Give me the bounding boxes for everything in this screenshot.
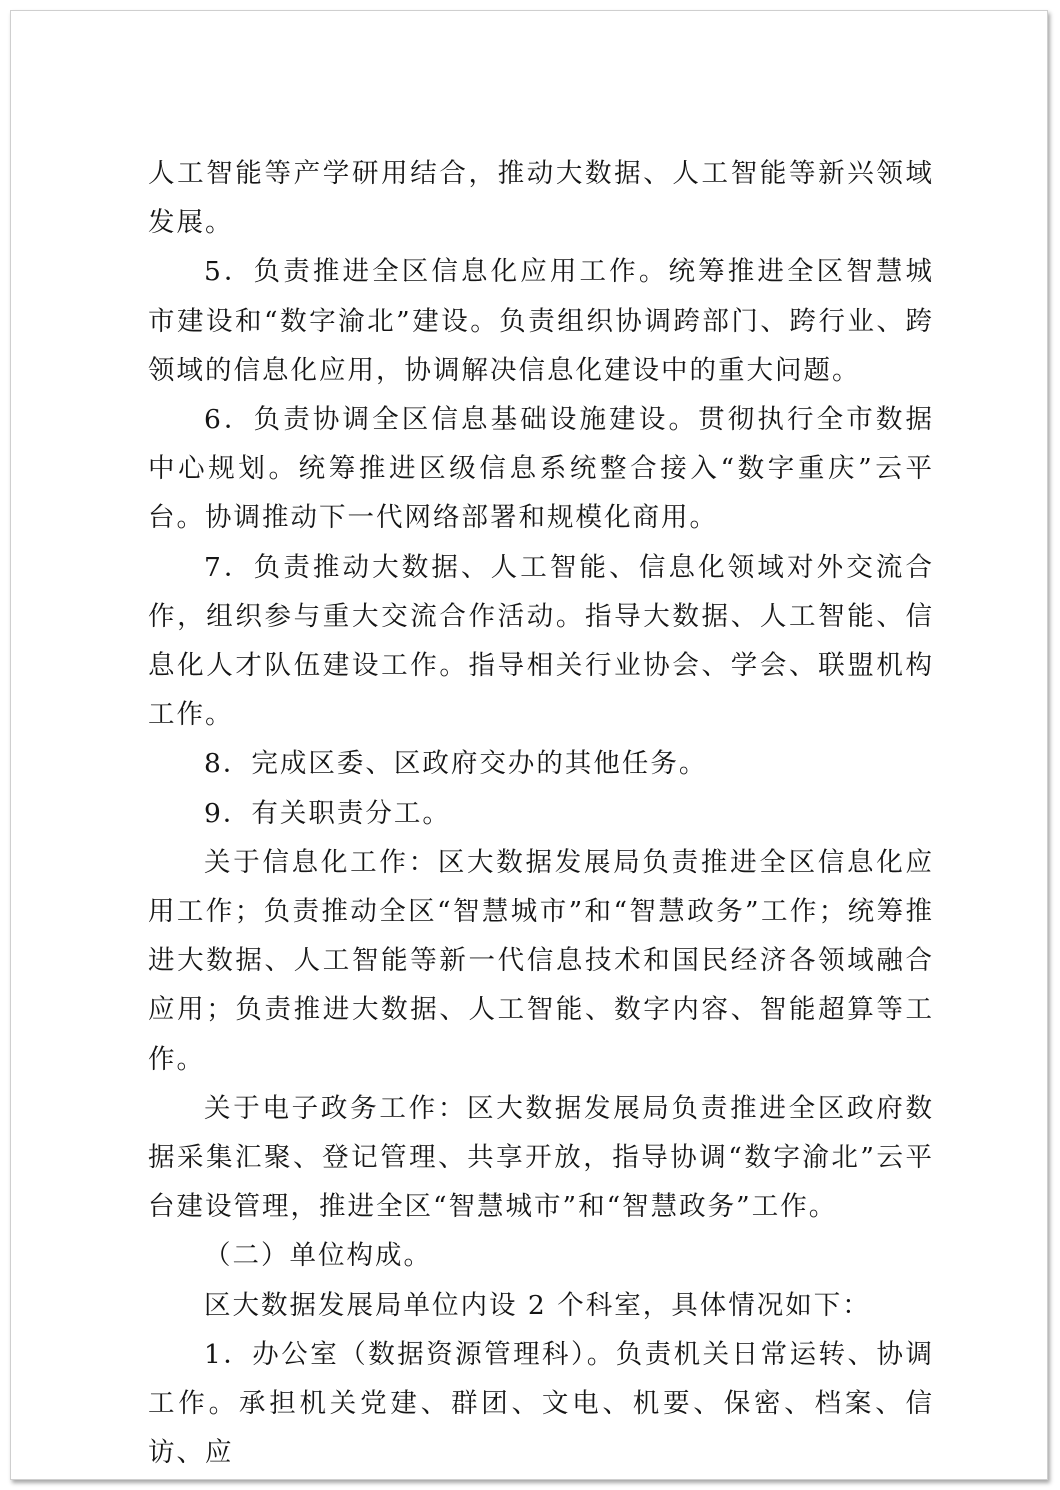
paragraph-item-8: 8．完成区委、区政府交办的其他任务。 [204,748,708,780]
paragraph-item-5: 5．负责推进全区信息化应用工作。统筹推进全区智慧城市建设和“数字渝北”建设。负责组织协调跨部门、跨行业、跨领域的信息化应用，协调解决信息化建设中的重大问题。 [148,256,934,386]
paragraph-continuation: 人工智能等产学研用结合，推动大数据、人工智能等新兴领域发展。 [148,158,934,239]
paragraph-item-9: 9．有关职责分工。 [204,797,451,829]
section-heading-unit-composition: （二）单位构成。 [204,1240,432,1272]
paragraph-informatization: 关于信息化工作：区大数据发展局负责推进全区信息化应用工作；负责推动全区“智慧城市”和“智慧政务”工作；统筹推进大数据、人工智能等新一代信息技术和国民经济各领域融合应用；负责推进大数据、人工智能、数字内容、智能超算等工作。 [148,846,934,1075]
paragraph-office: 1．办公室（数据资源管理科）。负责机关日常运转、协调工作。承担机关党建、群团、文电、机要、保密、档案、信访、应 [148,1338,934,1469]
paragraph-item-6: 6．负责协调全区信息基础设施建设。贯彻执行全市数据中心规划。统筹推进区级信息系统整合接入“数字重庆”云平台。协调推动下一代网络部署和规模化商用。 [148,404,934,534]
paragraph-e-government: 关于电子政务工作：区大数据发展局负责推进全区政府数据采集汇聚、登记管理、共享开放，指导协调“数字渝北”云平台建设管理，推进全区“智慧城市”和“智慧政务”工作。 [148,1092,934,1223]
paragraph-unit-overview: 区大数据发展局单位内设 2 个科室，具体情况如下： [204,1289,871,1321]
paragraph-item-7: 7．负责推动大数据、人工智能、信息化领域对外交流合作，组织参与重大交流合作活动。指导大数据、人工智能、信息化人才队伍建设工作。指导相关行业协会、学会、联盟机构工作。 [148,551,934,731]
document-body [148,149,934,1477]
document-page [10,10,1048,1480]
